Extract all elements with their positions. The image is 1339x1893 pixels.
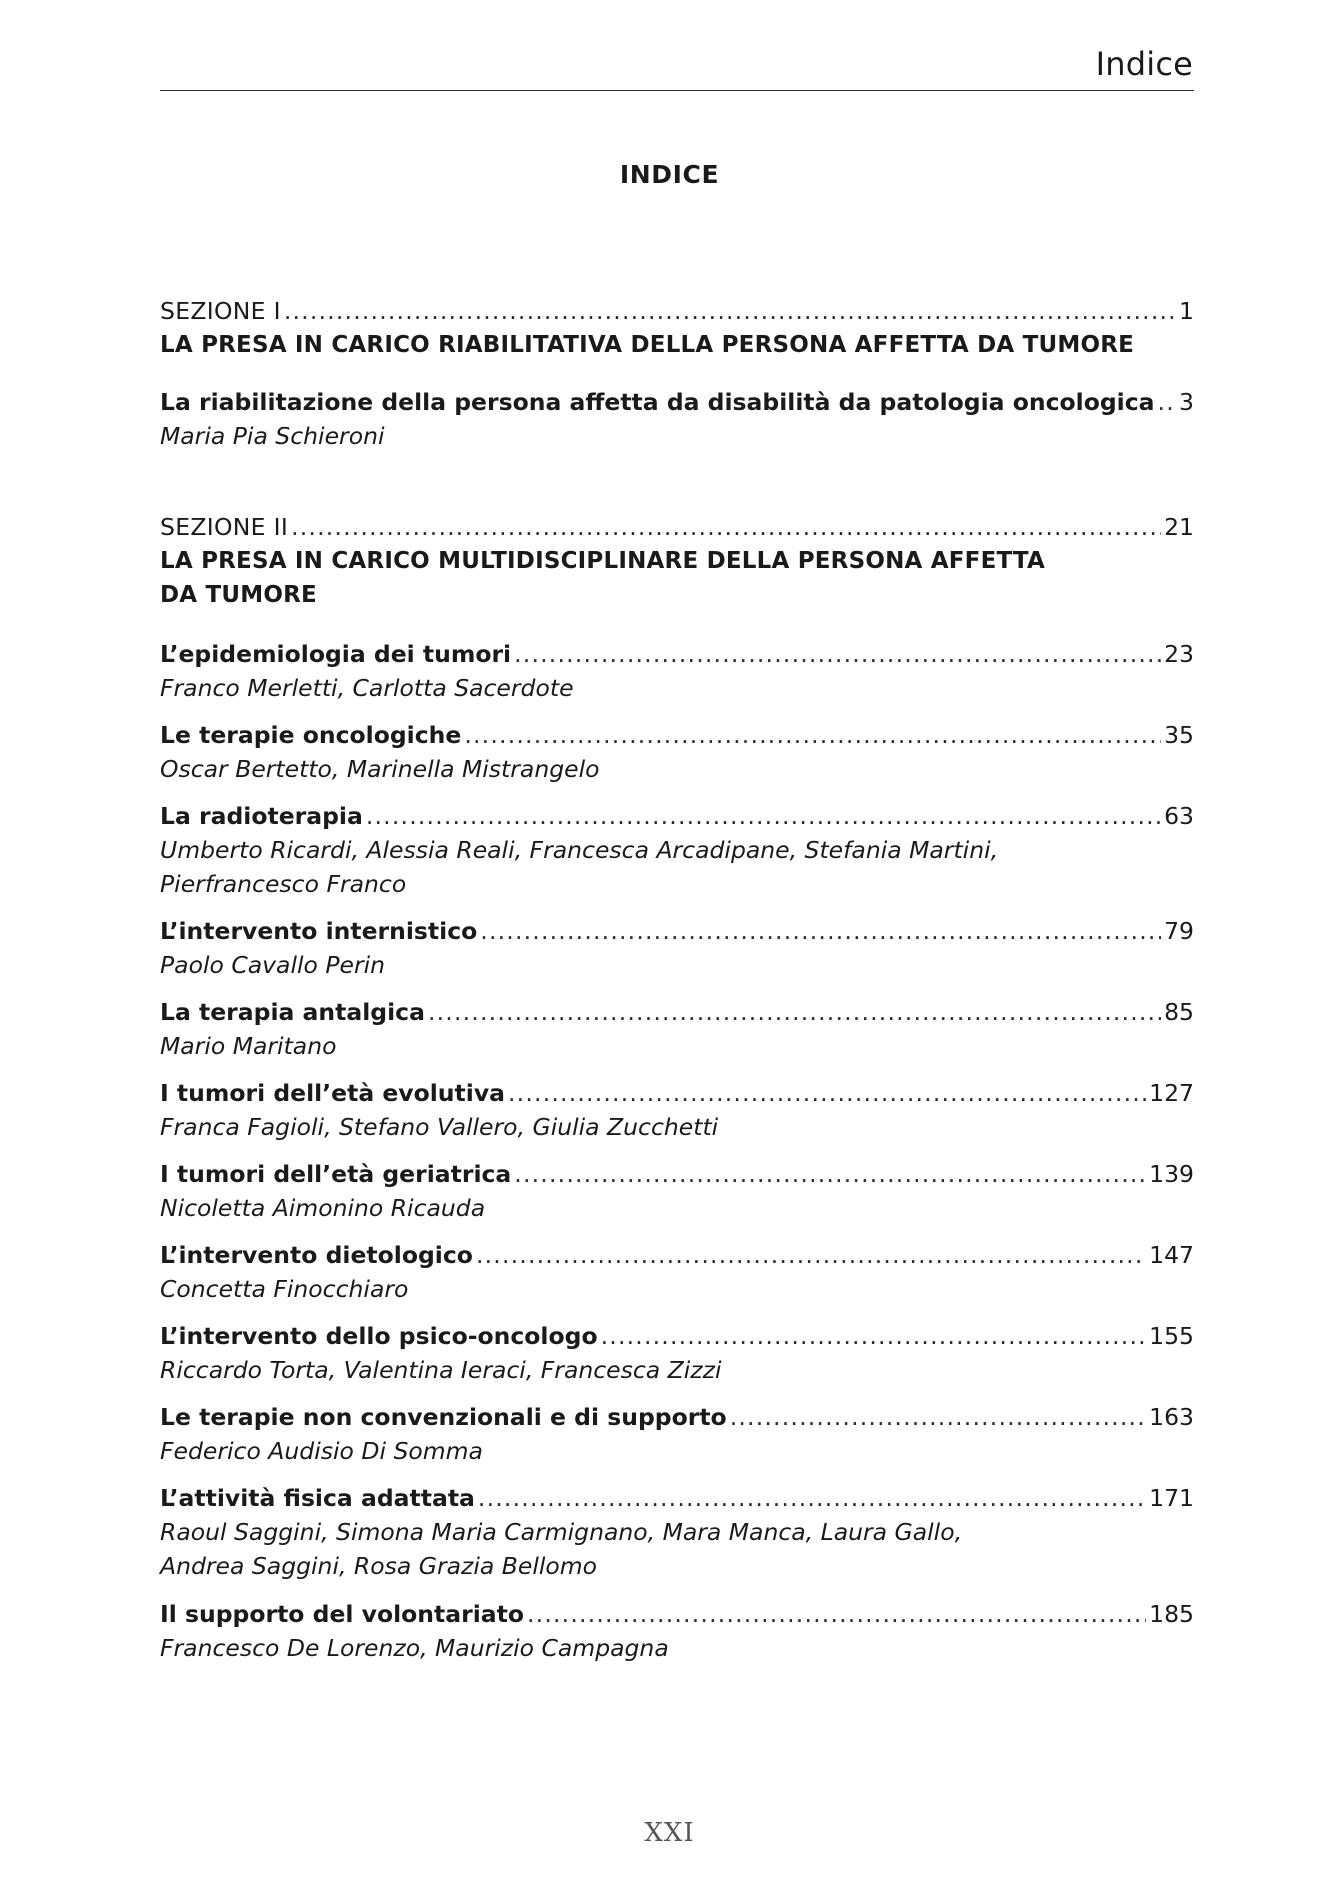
entry-title: Il supporto del volontariato — [160, 1600, 524, 1628]
toc-entry — [160, 1238, 1194, 1306]
entry-title: L’intervento dietologico — [160, 1241, 473, 1269]
entry-line[interactable] — [160, 995, 1194, 1029]
page-number: 85 — [1164, 998, 1194, 1026]
dot-leader — [480, 914, 1161, 948]
page-number: 155 — [1149, 1322, 1194, 1350]
page-number: 23 — [1164, 640, 1194, 668]
page-number: 163 — [1149, 1403, 1194, 1431]
entry-title: L’intervento internistico — [160, 917, 478, 945]
entry-line[interactable] — [160, 1400, 1194, 1434]
dot-leader — [291, 510, 1161, 544]
entry-line[interactable] — [160, 718, 1194, 752]
page-number: 147 — [1149, 1241, 1194, 1269]
dot-leader — [284, 294, 1176, 328]
entry-authors: Oscar Bertetto, Marinella Mistrangelo — [160, 755, 600, 783]
toc-entry — [160, 799, 1194, 901]
entry-authors: Riccardo Torta, Valentina Ieraci, Francesca Zizzi — [160, 1356, 722, 1384]
page-number: 139 — [1149, 1160, 1194, 1188]
page-number: 171 — [1149, 1484, 1194, 1512]
entry-line[interactable] — [160, 914, 1194, 948]
entry-line[interactable] — [160, 1597, 1194, 1631]
dot-leader — [476, 1238, 1146, 1272]
section-heading-line[interactable] — [160, 510, 1194, 544]
entry-authors: Concetta Finocchiaro — [160, 1275, 409, 1303]
page-number: 127 — [1149, 1079, 1194, 1107]
toc-entry — [160, 1597, 1194, 1665]
entry-title: L’attività fisica adattata — [160, 1484, 475, 1512]
entry-authors: Nicoletta Aimonino Ricauda — [160, 1194, 486, 1222]
entry-authors-cont: Andrea Saggini, Rosa Grazia Bellomo — [160, 1552, 598, 1580]
entry-title: Le terapie oncologiche — [160, 721, 462, 749]
entry-line[interactable] — [160, 1319, 1194, 1353]
entry-line[interactable] — [160, 1238, 1194, 1272]
page-number: 63 — [1164, 802, 1194, 830]
entry-line[interactable] — [160, 1157, 1194, 1191]
entry-title: La radioterapia — [160, 802, 363, 830]
dot-leader — [478, 1481, 1146, 1515]
entry-line[interactable] — [160, 1076, 1194, 1110]
entry-authors: Mario Maritano — [160, 1032, 337, 1060]
entry-title: I tumori dell’età evolutiva — [160, 1079, 506, 1107]
dot-leader — [1158, 385, 1177, 419]
dot-leader — [730, 1400, 1146, 1434]
page-number: 1 — [1179, 297, 1194, 325]
entry-title: L’epidemiologia dei tumori — [160, 640, 512, 668]
section-title-cont: DA TUMORE — [160, 582, 317, 608]
toc-entry — [160, 385, 1194, 453]
entry-authors: Federico Audisio Di Somma — [160, 1437, 483, 1465]
toc-entry — [160, 995, 1194, 1063]
page-number: 3 — [1179, 388, 1194, 416]
page-number: 21 — [1164, 513, 1194, 541]
dot-leader — [508, 1076, 1146, 1110]
toc-entry — [160, 718, 1194, 786]
toc-entry — [160, 1076, 1194, 1144]
entry-title: La riabilitazione della persona affetta da disabilità da patologia oncologica — [160, 388, 1155, 416]
page-number: 185 — [1149, 1600, 1194, 1628]
entry-authors: Francesco De Lorenzo, Maurizio Campagna — [160, 1634, 669, 1662]
page-number: 35 — [1164, 721, 1194, 749]
dot-leader — [527, 1597, 1146, 1631]
entry-authors: Paolo Cavallo Perin — [160, 951, 386, 979]
entry-title: La terapia antalgica — [160, 998, 425, 1026]
dot-leader — [601, 1319, 1147, 1353]
entry-authors: Maria Pia Schieroni — [160, 422, 385, 450]
page-number: 79 — [1164, 917, 1194, 945]
entry-title: I tumori dell’età geriatrica — [160, 1160, 512, 1188]
entry-line[interactable] — [160, 799, 1194, 833]
section-title: LA PRESA IN CARICO MULTIDISCIPLINARE DELLA PERSONA AFFETTA — [160, 548, 1046, 574]
toc-entry — [160, 1157, 1194, 1225]
header-rule — [160, 90, 1194, 91]
dot-leader — [514, 637, 1161, 671]
entry-line[interactable] — [160, 637, 1194, 671]
section-1 — [160, 294, 1194, 362]
toc-entry — [160, 914, 1194, 982]
entry-title: L’intervento dello psico-oncologo — [160, 1322, 598, 1350]
entry-authors-cont: Pierfrancesco Franco — [160, 870, 407, 898]
page-title: INDICE — [619, 160, 720, 189]
section-2 — [160, 510, 1194, 612]
entry-authors: Franca Fagioli, Stefano Vallero, Giulia Zucchetti — [160, 1113, 719, 1141]
page-folio: XXI — [644, 1818, 695, 1848]
toc-entry — [160, 1481, 1194, 1583]
toc-entry — [160, 637, 1194, 705]
running-head: Indice — [1095, 45, 1193, 83]
entry-authors: Raoul Saggini, Simona Maria Carmignano, Mara Manca, Laura Gallo, — [160, 1518, 963, 1546]
section-label: SEZIONE I — [160, 297, 281, 325]
section-label: SEZIONE II — [160, 513, 289, 541]
entry-authors: Umberto Ricardi, Alessia Reali, Francesca Arcadipane, Stefania Martini, — [160, 836, 999, 864]
section-heading-line[interactable] — [160, 294, 1194, 328]
toc-entry — [160, 1400, 1194, 1468]
section-title: LA PRESA IN CARICO RIABILITATIVA DELLA PERSONA AFFETTA DA TUMORE — [160, 332, 1135, 358]
dot-leader — [464, 718, 1161, 752]
toc-entry — [160, 1319, 1194, 1387]
dot-leader — [366, 799, 1161, 833]
dot-leader — [514, 1157, 1146, 1191]
entry-title: Le terapie non convenzionali e di supporto — [160, 1403, 727, 1431]
entry-line[interactable] — [160, 1481, 1194, 1515]
entry-line[interactable] — [160, 385, 1194, 419]
dot-leader — [428, 995, 1161, 1029]
entry-authors: Franco Merletti, Carlotta Sacerdote — [160, 674, 574, 702]
